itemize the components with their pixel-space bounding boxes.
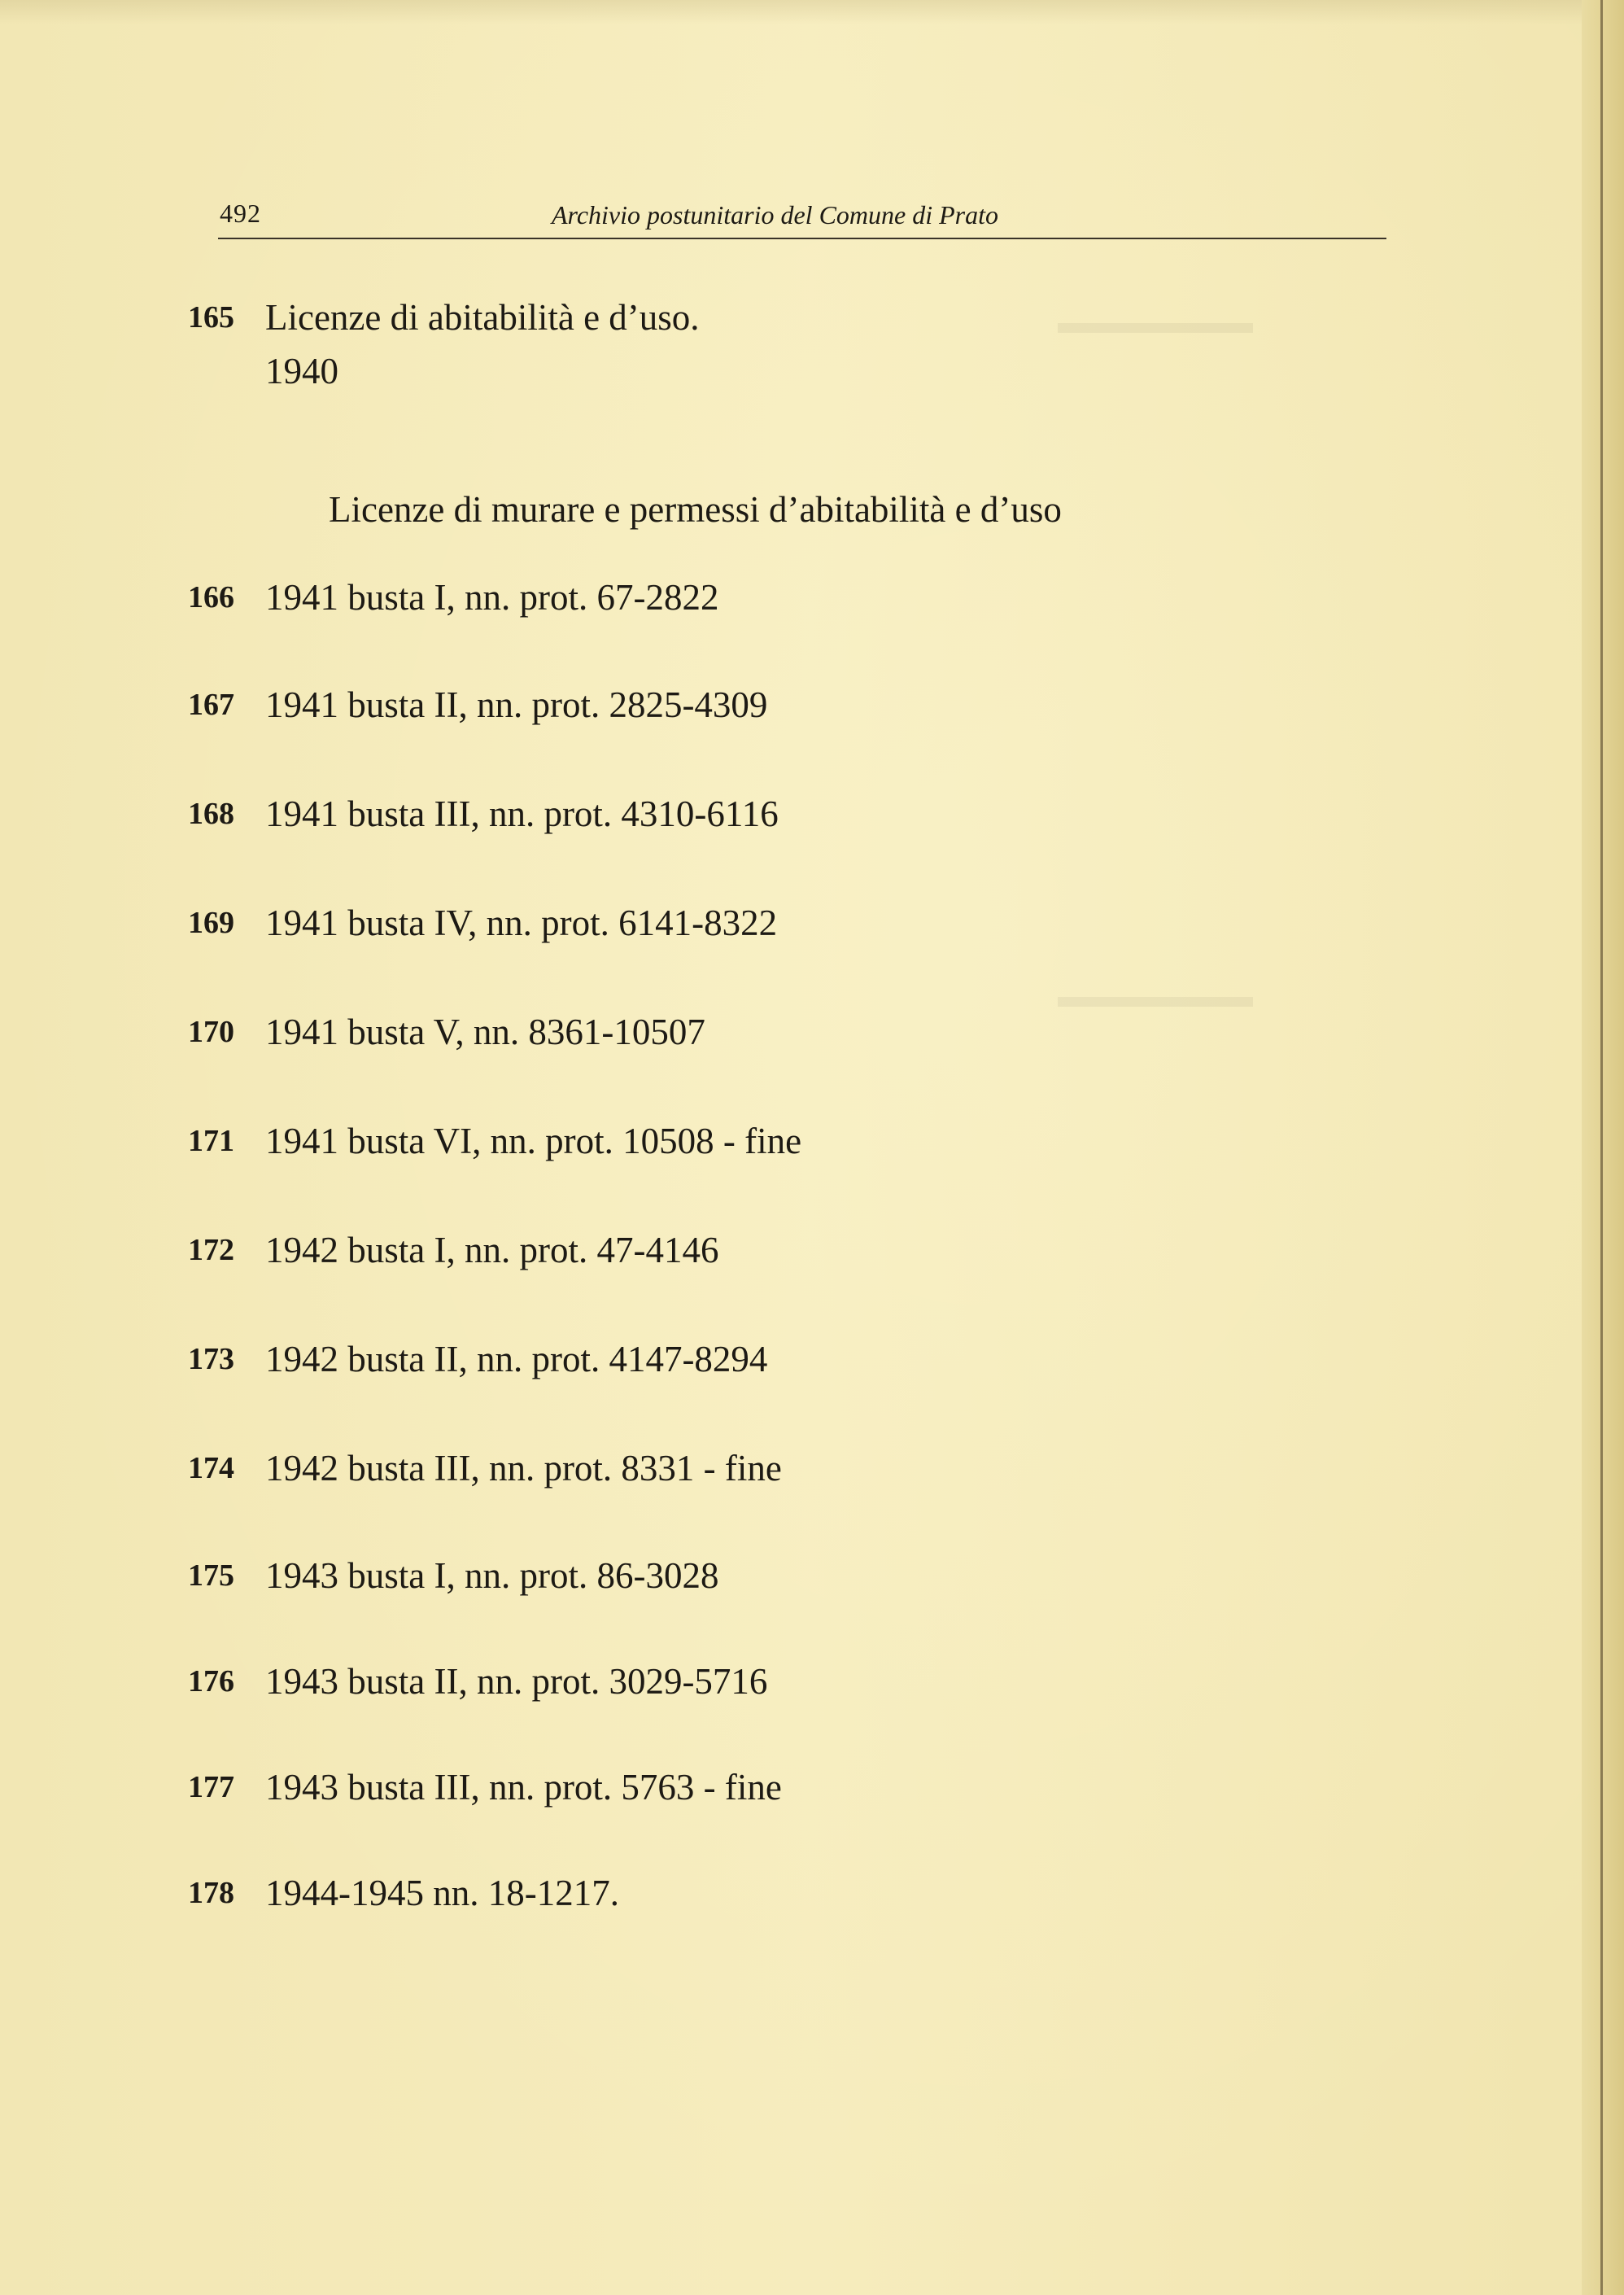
entry-text: 1941 busta IV, nn. prot. 6141-8322 bbox=[265, 903, 778, 943]
entry-number: 176 bbox=[188, 1664, 234, 1698]
entry-text: 1941 busta V, nn. 8361-10507 bbox=[265, 1012, 705, 1052]
entry-number: 171 bbox=[188, 1124, 234, 1158]
entry-number: 169 bbox=[188, 906, 234, 940]
entry-number: 168 bbox=[188, 797, 234, 831]
entry-number: 170 bbox=[188, 1015, 234, 1049]
entry-subtext: 1940 bbox=[265, 351, 338, 391]
entry-number: 166 bbox=[188, 580, 234, 614]
entry-text: 1941 busta II, nn. prot. 2825-4309 bbox=[265, 684, 768, 725]
entry-text: 1944-1945 nn. 18-1217. bbox=[265, 1873, 619, 1913]
entry-text: Licenze di abitabilità e d’uso. bbox=[265, 297, 700, 338]
entry-text: 1941 busta VI, nn. prot. 10508 - fine bbox=[265, 1121, 802, 1161]
entry-number: 165 bbox=[188, 300, 234, 334]
entry-text: 1943 busta III, nn. prot. 5763 - fine bbox=[265, 1767, 782, 1808]
entry-number: 173 bbox=[188, 1342, 234, 1376]
entry-number: 178 bbox=[188, 1876, 234, 1910]
running-title: Archivio postunitario del Comune di Prato bbox=[552, 200, 998, 230]
page-header bbox=[218, 199, 1386, 239]
entry-text: 1942 busta II, nn. prot. 4147-8294 bbox=[265, 1339, 768, 1379]
page-number: 492 bbox=[220, 199, 261, 228]
entry-text: 1941 busta III, nn. prot. 4310-6116 bbox=[265, 793, 779, 834]
entry-number: 174 bbox=[188, 1451, 234, 1485]
entry-number: 177 bbox=[188, 1770, 234, 1804]
entry-text: 1942 busta I, nn. prot. 47-4146 bbox=[265, 1230, 719, 1270]
section-heading: Licenze di murare e permessi d’abitabilità e d’uso bbox=[329, 489, 1062, 530]
entry-text: 1943 busta I, nn. prot. 86-3028 bbox=[265, 1555, 719, 1596]
page-right-edge bbox=[1582, 0, 1624, 2295]
entry-number: 172 bbox=[188, 1233, 234, 1267]
page-top-shadow bbox=[0, 0, 1624, 24]
page-binding-line bbox=[1600, 0, 1603, 2295]
entry-number: 175 bbox=[188, 1558, 234, 1593]
entry-number: 167 bbox=[188, 688, 234, 722]
show-through-mark: ▬▬▬▬▬▬ bbox=[1058, 304, 1253, 340]
show-through-mark: ▬▬▬▬▬▬ bbox=[1058, 977, 1253, 1014]
entry-text: 1942 busta III, nn. prot. 8331 - fine bbox=[265, 1448, 782, 1488]
entry-text: 1943 busta II, nn. prot. 3029-5716 bbox=[265, 1661, 768, 1702]
entry-text: 1941 busta I, nn. prot. 67-2822 bbox=[265, 577, 719, 618]
